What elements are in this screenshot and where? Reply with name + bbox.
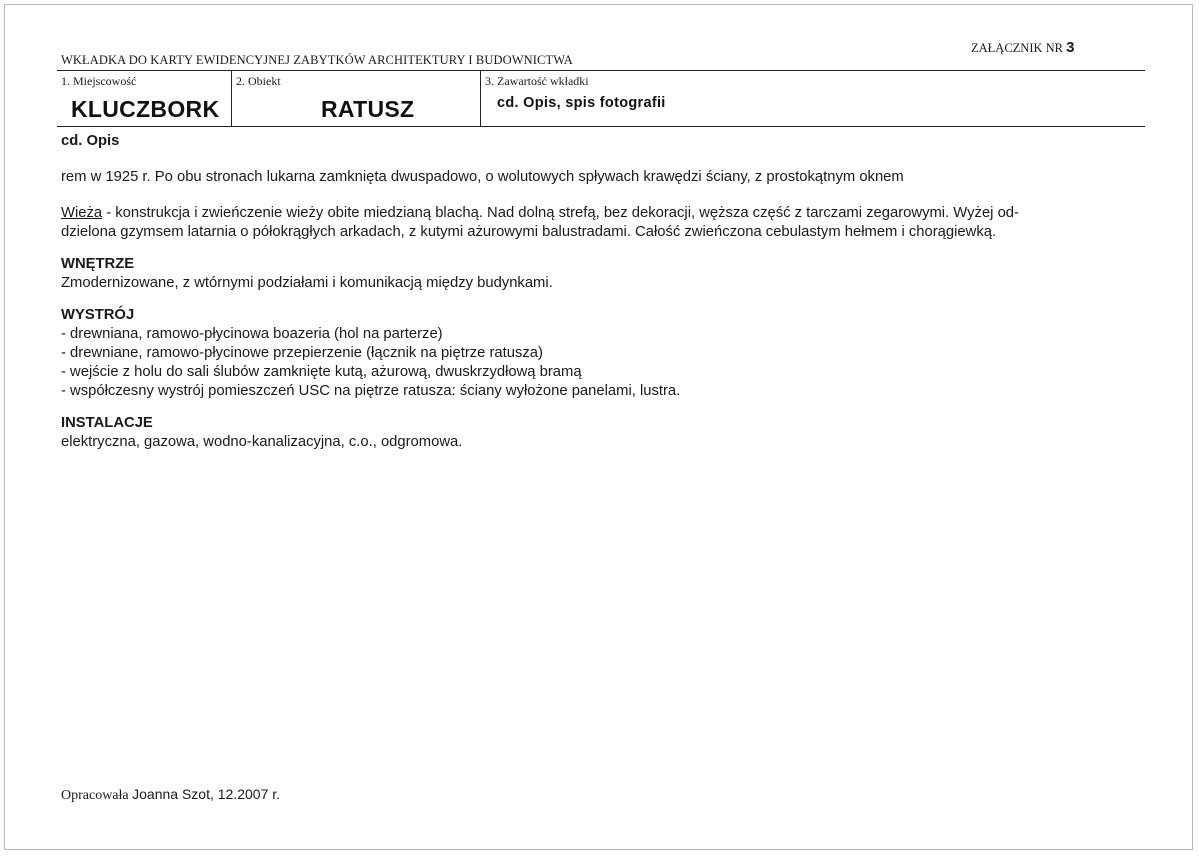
field-content-value: cd. Opis, spis fotografii [497,95,666,111]
annex-number: 3 [1066,39,1075,56]
field-object-label: 2. Obiekt [236,74,281,88]
decor-item: - drewniane, ramowo-płycinowe przepierzenie (łącznik na piętrze ratusza) [61,345,543,361]
installations-paragraph: elektryczna, gazowa, wodno-kanalizacyjna, c.o., odgromowa. [61,434,463,450]
interior-paragraph: Zmodernizowane, z wtórnymi podziałami i komunikacją między budynkami. [61,275,553,291]
header-top-rule [57,70,1145,71]
form-title: WKŁADKA DO KARTY EWIDENCYJNEJ ZABYTKÓW ARCHITEKTURY I BUDOWNICTWA [61,53,573,67]
prepared-by-label: Opracowała [61,788,129,803]
annex-label-text: ZAŁĄCZNIK NR [971,41,1064,55]
interior-heading: WNĘTRZE [61,256,135,272]
prepared-by [61,786,280,804]
decor-item: - drewniana, ramowo-płycinowa boazeria (hol na parterze) [61,326,443,342]
field-object-value: RATUSZ [321,96,415,122]
intro-paragraph: rem w 1925 r. Po obu stronach lukarna zamknięta dwuspadowo, o wolutowych spływach krawędzi ściany, z prostokątnym oknem [61,169,904,185]
installations-heading: INSTALACJE [61,415,153,431]
tower-paragraph-cont: dzielona gzymsem latarnia o półokrągłych arkadach, z kutymi ażurowymi balustradami. Całość zwieńczona cebulastym hełmem i chorągiewką. [61,224,997,240]
field-content-label: 3. Zawartość wkładki [485,74,589,88]
decor-item: - współczesny wystrój pomieszczeń USC na piętrze ratusza: ściany wyłożone panelami, lustra. [61,383,681,399]
decor-item: - wejście z holu do sali ślubów zamknięte kutą, ażurową, dwuskrzydłową bramą [61,364,582,380]
tower-paragraph [61,204,1151,223]
field-divider-1 [231,71,232,126]
tower-text: - konstrukcja i zwieńczenie wieży obite miedzianą blachą. Nad dolną strefą, bez dekoracji, węższa część z tarczami zegarowymi. Wyżej od- [102,205,1019,221]
field-divider-2 [480,71,481,126]
annex-label [971,39,1074,56]
intro-heading: cd. Opis [61,133,120,149]
tower-label: Wieża [61,205,103,221]
field-locality-value: KLUCZBORK [71,96,220,122]
description-body [61,132,1151,452]
field-locality-label: 1. Miejscowość [61,74,137,88]
prepared-by-author: Joanna Szot, 12.2007 r. [132,786,281,802]
header-bottom-rule [57,126,1145,127]
decor-heading: WYSTRÓJ [61,307,135,323]
